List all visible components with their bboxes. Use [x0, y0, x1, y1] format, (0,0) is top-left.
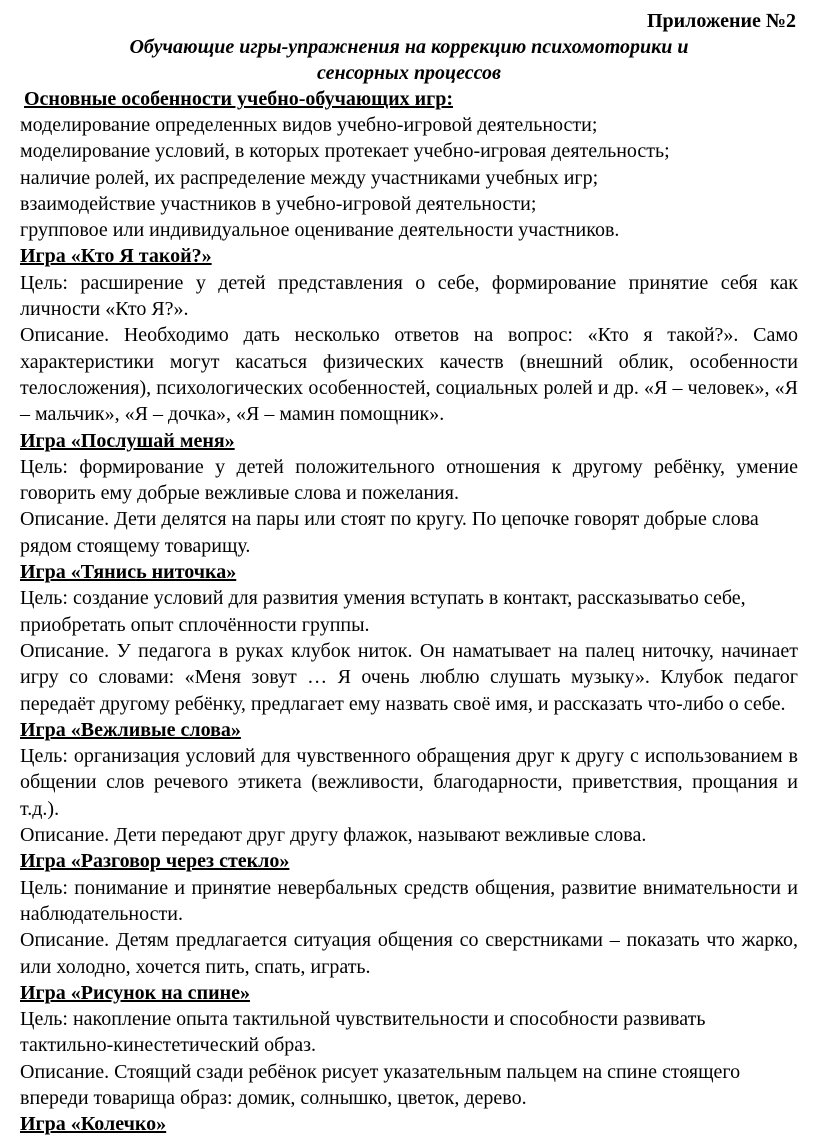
feature-item: взаимодействие участников в учебно-игровой деятельности; [20, 192, 537, 215]
game-goal: Цель: накопление опыта тактильной чувствительности и способности развивать тактильно-кинестетический образ. [20, 1008, 706, 1057]
game-title-who-am-i: Игра «Кто Я такой?» [20, 245, 212, 268]
game-goal: Цель: расширение у детей представления о себе, формирование принятие себя как личности «Кто Я?». [20, 271, 798, 321]
game-description: Описание. Детям предлагается ситуация общения со сверстниками – показать что жарко, или холодно, хочется пить, спать, играть. [20, 929, 798, 978]
game-title-drawing-on-back: Игра «Рисунок на спине» [20, 981, 251, 1004]
feature-item: групповое или индивидуальное оценивание деятельности участников. [20, 219, 620, 242]
game-goal: Цель: формирование у детей положительного отношения к другому ребёнку, умение говорить ему добрые вежливые слова и пожелания. [20, 455, 798, 505]
game-description: Описание. Дети передают друг другу флажок, называют вежливые слова. [20, 824, 647, 847]
document-title-line-2: сенсорных процессов [316, 62, 501, 84]
game-title-thread: Игра «Тянись ниточка» [20, 561, 237, 584]
feature-item: моделирование определенных видов учебно-игровой деятельности; [20, 114, 598, 136]
game-title-talk-through-glass: Игра «Разговор через стекло» [20, 850, 290, 873]
game-description: Описание. Дети делятся на пары или стоят по кругу. По цепочке говорят добрые слова рядом стоящему товарищу. [20, 508, 759, 557]
document-title-line-1: Обучающие игры-упражнения на коррекцию психомоторики и [129, 36, 689, 58]
game-title-ring: Игра «Колечко» [20, 1113, 167, 1136]
appendix-label: Приложение №2 [646, 10, 796, 32]
game-goal: Цель: создание условий для развития умения вступать в контакт, рассказыватьо себе, приобретать опыт сплочённости группы. [20, 587, 746, 636]
game-goal: Цель: организация условий для чувственного обращения друг к другу с использованием в общении слов речевого этикета (вежливости, благодарности, приветствия, прощания и т.д.). [20, 745, 798, 820]
game-description: Описание. Необходимо дать несколько ответов на вопрос: «Кто я такой?». Само характеристики могут касаться физических качеств (внешний облик, особенности телосложения), психологических особенностей, социальных ролей и др. «Я – человек», «Я – мальчик», «Я – дочка», «Я – мамин помощник». [20, 324, 798, 426]
feature-item: наличие ролей, их распределение между участниками учебных игр; [20, 166, 599, 189]
game-title-polite-words: Игра «Вежливые слова» [20, 718, 241, 741]
game-title-listen-to-me: Игра «Послушай меня» [20, 429, 235, 452]
game-description: Описание. У педагога в руках клубок ниток. Он наматывает на палец ниточку, начинает игру со словами: «Меня зовут … Я очень люблю слушать музыку». Клубок педагог передаёт другому ребёнку, предлагает ему назвать своё имя, и рассказать что-либо о себе. [20, 639, 798, 715]
game-goal: Цель: понимание и принятие невербальных средств общения, развитие внимательности и наблюдательности. [20, 876, 798, 925]
game-description: Описание. Стоящий сзади ребёнок рисует указательным пальцем на спине стоящего впереди товарища образ: домик, солнышко, цветок, дерево. [20, 1060, 741, 1109]
feature-item: моделирование условий, в которых протекает учебно-игровая деятельность; [20, 140, 670, 163]
features-heading: Основные особенности учебно-обучающих игр: [24, 88, 453, 110]
document-page [20, 8, 798, 1138]
